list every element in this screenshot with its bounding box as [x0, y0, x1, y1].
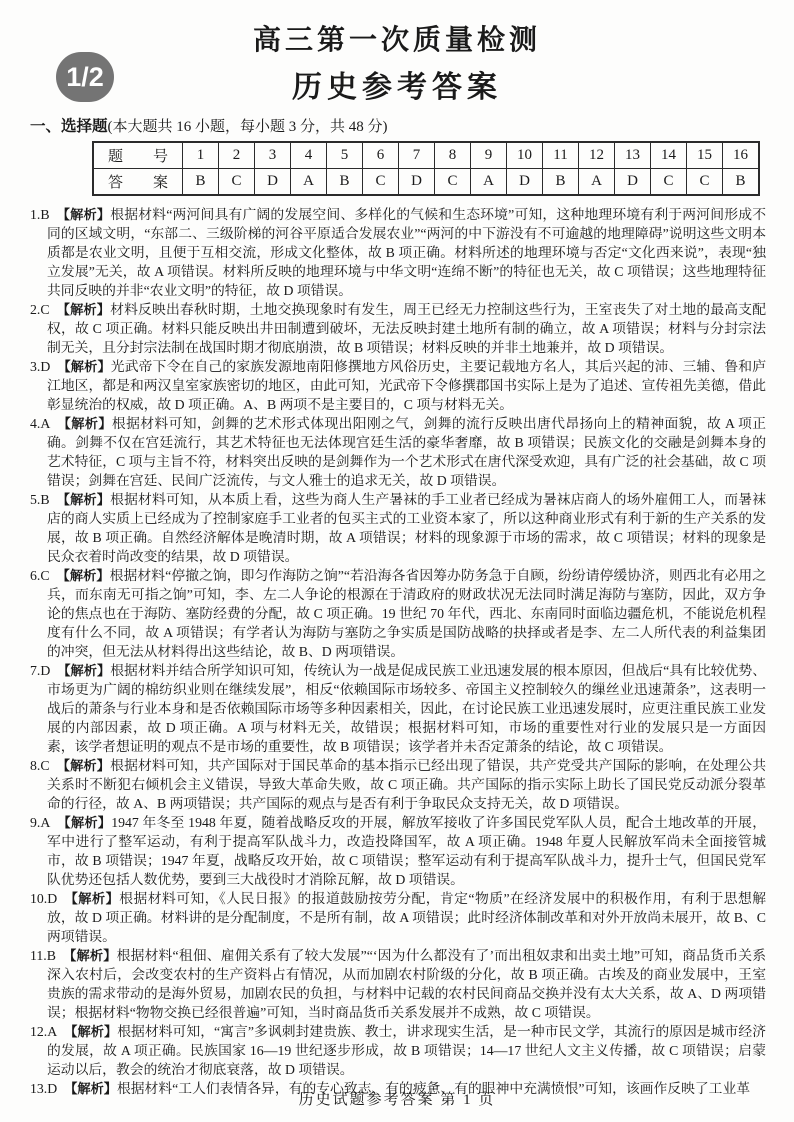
- question-number-cell: 11: [543, 142, 579, 169]
- question-answer-number: 3.D: [30, 359, 51, 374]
- analysis-label: 【解析】: [62, 948, 117, 963]
- answer-sheet-title: 历史参考答案: [292, 71, 502, 104]
- answer-cell: C: [687, 169, 723, 196]
- answer-cell: C: [435, 169, 471, 196]
- analysis-label: 【解析】: [64, 891, 120, 906]
- answer-cell: D: [255, 169, 291, 196]
- question-number-cell: 16: [723, 142, 760, 169]
- explanation-text: 根据材料“两河间具有广阔的发展空间、多样化的气候和生态环境”可知，这种地理环境有利于两河间形成不同的区域文明，“东部二、三级阶梯的河谷平原适合发展农业”“两河的中下游没有不可逾越的地理障碍”说明这些文明本质都是农业文明，且便于互相交流，形成文化整体，故 B 项正确。材料所述的地理环境与否定“文化西来说”，表现“独立发展”无关，故 A 项错误。材料所反映的地理环境与中华文明“连绵不断”的特征也无关，故 C 项错误；这些地理特征共同反映的并非“农业文明”的特征，故 D 项错误。: [47, 207, 767, 298]
- section-heading: [0, 114, 794, 136]
- exam-title: 高三第一次质量检测: [252, 25, 541, 56]
- explanation-text: 根据材料可知，“寓言”多讽刺封建贵族、教士，讲求现实生活，是一种市民文学，其流行的原因是城市经济的发展，故 A 项正确。民族国家 16—19 世纪逐步形成，故 B 项错误；14—17 世纪人文主义传播，故 C 项错误；启蒙运动以后，教会的统治才彻底衰落，故 D 项错误。: [47, 1024, 767, 1077]
- question-number-cell: 9: [471, 142, 507, 169]
- explanation-item: [30, 756, 766, 813]
- question-answer-number: 5.B: [30, 492, 50, 507]
- question-number-cell: 4: [291, 142, 327, 169]
- explanations-list: [0, 203, 794, 1098]
- question-answer-number: 12.A: [30, 1024, 58, 1039]
- explanation-text: 根据材料“租佃、雇佣关系有了较大发展”“‘因为什么都没有了’而出租奴隶和出卖土地”可知，商品货币关系深入农村后，会改变农村的生产资料占有情况，从而加剧农村阶级的分化，故 B 项正确。古埃及的商业发展中，王室贵族的需求带动的是海外贸易，加剧农民的负担，与材料中记载的农村民间商品交换并没有太大关系，故 A、D 两项错误；根据材料“物物交换已经很普遍”可知，当时商品货币关系发展并不成熟，故 C 项错误。: [47, 948, 766, 1020]
- page-footer: 历史试题参考答案 第 1 页: [298, 1092, 496, 1108]
- question-number-cell: 14: [651, 142, 687, 169]
- explanation-item: [30, 300, 766, 357]
- analysis-label: 【解析】: [57, 359, 111, 374]
- question-number-cell: 5: [327, 142, 363, 169]
- answer-table-answer-row: [93, 169, 759, 196]
- question-number-cell: 15: [687, 142, 723, 169]
- answer-cell: B: [543, 169, 579, 196]
- question-number-cell: 2: [219, 142, 255, 169]
- question-number-cell: 3: [255, 142, 291, 169]
- question-number-cell: 10: [507, 142, 543, 169]
- question-number-cell: 12: [579, 142, 615, 169]
- analysis-label: 【解析】: [56, 568, 110, 583]
- answer-cell: D: [615, 169, 651, 196]
- answer-cell: C: [363, 169, 399, 196]
- explanation-item: [30, 357, 766, 414]
- analysis-label: 【解析】: [57, 663, 111, 678]
- question-answer-number: 1.B: [30, 207, 50, 222]
- explanation-item: [30, 889, 766, 946]
- question-number-header: 题 号: [93, 142, 183, 169]
- page-number-badge: 1/2: [56, 52, 114, 102]
- answer-table: [92, 141, 760, 196]
- explanation-text: 根据材料“工人们表情各异，有的专心致志、有的疲惫、有的眼神中充满愤恨”可知，该画作反映了工业革: [116, 1081, 751, 1096]
- analysis-label: 【解析】: [57, 815, 112, 830]
- explanation-text: 根据材料并结合所学知识可知，传统认为一战是促成民族工业迅速发展的根本原因，但战后“具有比较优势、市场更为广阔的棉纺织业则在继续发展”，相反“依赖国际市场较多、帝国主义控制较久的缫丝业迅速萧条”，这表明一战后的萧条与行业本身和是否依赖国际市场等多种因素相关，因此，在讨论民族工业迅速发展时，应更注重民族工业发展的内部因素，故 D 项正确。A 项与材料无关，故错误；根据材料可知，市场的重要性对行业的发展只是一方面因素，该学者想证明的观点不是市场的重要性，故 B 项错误；该学者并未否定萧条的结论，故 C 项错误。: [47, 663, 767, 754]
- section-heading-label: 一、选择题: [30, 118, 108, 135]
- explanation-item: [30, 946, 766, 1022]
- analysis-label: 【解析】: [57, 416, 112, 431]
- explanation-item: [30, 661, 766, 756]
- answer-cell: C: [219, 169, 255, 196]
- explanation-item: [30, 205, 766, 300]
- question-number-cell: 8: [435, 142, 471, 169]
- analysis-label: 【解析】: [56, 758, 111, 773]
- explanation-item: [30, 490, 766, 566]
- question-answer-number: 8.C: [30, 758, 50, 773]
- question-answer-number: 7.D: [30, 663, 51, 678]
- question-answer-number: 11.B: [30, 948, 56, 963]
- explanation-text: 材料反映出春秋时期，土地交换现象时有发生，周王已经无力控制这些行为，王室丧失了对土地的最高支配权，故 C 项正确。材料只能反映出井田制遭到破坏，无法反映封建土地所有制的确立，故 A 项错误；材料与分封宗法制无关，且分封宗法制在战国时期才彻底崩溃，故 B 项错误；材料反映的并非土地兼并，故 D 项错误。: [47, 302, 767, 355]
- question-answer-number: 10.D: [30, 891, 58, 906]
- explanation-text: 根据材料“停撤之饷，即匀作海防之饷”“若沿海各省因筹办防务急于自顾，纷纷请停缓协济，则西北有必用之兵，而东南无可指之饷”可知，李、左二人争论的根源在于清政府的财政状况无法同时满足海防与塞防，因此，双方争论的焦点也在于海防、塞防经费的分配，故 C 项正确。19 世纪 70 年代，西北、东南同时面临边疆危机，不能说危机程度有什么不同，故 A 项错误；有学者认为海防与塞防之争实质是国防战略的抉择或者是李、左二人所代表的利益集团的冲突，但无法从材料得出这些结论，故 B、D 两项错误。: [47, 568, 767, 659]
- explanation-item: [30, 566, 766, 661]
- answer-cell: A: [291, 169, 327, 196]
- question-answer-number: 9.A: [30, 815, 51, 830]
- question-answer-number: 13.D: [30, 1081, 58, 1096]
- question-number-cell: 7: [399, 142, 435, 169]
- section-heading-detail: (本大题共 16 小题，每小题 3 分，共 48 分): [107, 119, 388, 135]
- analysis-label: 【解析】: [56, 492, 111, 507]
- analysis-label: 【解析】: [56, 302, 111, 317]
- answer-cell: A: [471, 169, 507, 196]
- answer-cell: D: [399, 169, 435, 196]
- answer-cell: C: [651, 169, 687, 196]
- question-answer-number: 4.A: [30, 416, 51, 431]
- explanation-item: [30, 414, 766, 490]
- answer-cell: D: [507, 169, 543, 196]
- answer-cell: B: [327, 169, 363, 196]
- explanation-text: 根据材料可知，《人民日报》的报道鼓励按劳分配，肯定“物质”在经济发展中的积极作用，有利于思想解放，故 D 项正确。材料讲的是分配制度，不是所有制，故 A 项错误；此时经济体制改革和对外开放尚未展开，故 B、C 两项错误。: [47, 891, 766, 944]
- explanation-item: [30, 813, 766, 889]
- explanation-text: 根据材料可知，剑舞的艺术形式体现出阳刚之气，剑舞的流行反映出唐代昂扬向上的精神面貌，故 A 项正确。剑舞不仅在宫廷流行，其艺术特征也无法体现宫廷生活的豪华奢靡，故 B 项错误；民族文化的交融是剑舞本身的艺术特征，C 项与主旨不符，材料突出反映的是剑舞作为一个艺术形式在唐代深受欢迎，具有广泛的社会基础，故 C 项错误；剑舞在宫廷、民间广泛流传，与文人雅士的追求无关，故 D 项错误。: [47, 416, 766, 488]
- analysis-label: 【解析】: [64, 1081, 117, 1096]
- answer-cell: A: [579, 169, 615, 196]
- question-answer-number: 2.C: [30, 302, 50, 317]
- analysis-label: 【解析】: [56, 207, 111, 222]
- question-number-cell: 1: [183, 142, 219, 169]
- answer-header: 答 案: [93, 169, 183, 196]
- analysis-label: 【解析】: [64, 1024, 118, 1039]
- answer-cell: B: [723, 169, 760, 196]
- question-number-cell: 6: [363, 142, 399, 169]
- question-number-cell: 13: [615, 142, 651, 169]
- answer-cell: B: [183, 169, 219, 196]
- question-answer-number: 6.C: [30, 568, 50, 583]
- explanation-text: 根据材料可知，从本质上看，这些为商人生产暑袜的手工业者已经成为暑袜店商人的场外雇佣工人，而暑袜店的商人实质上已经成为了控制家庭手工业者的包买主式的工业资本家了，所以这种商业形式有利于新的生产关系的发展，故 B 项正确。自然经济解体是晚清时期，故 A 项错误；材料的现象源于市场的需求，故 C 项错误；材料的现象是民众衣着时尚改变的结果，故 D 项错误。: [47, 492, 767, 564]
- explanation-text: 1947 年冬至 1948 年夏，随着战略反攻的开展，解放军接收了许多国民党军队人员，配合土地改革的开展，军中进行了整军运动，有利于提高军队战斗力，改造投降国军，故 A 项正确。1948 年夏人民解放军尚未全面接管城市，故 B 项错误；1947 年夏，战略反攻开始，故 C 项错误；整军运动有利于提高军队战斗力，提升士气，但国民党军队优势还包括人数优势，要到三大战役时才消除瓦解，故 D 项错误。: [47, 815, 766, 887]
- explanation-text: 光武帝下令在自己的家族发源地南阳修撰地方风俗历史，主要记载地方名人，其后兴起的沛、三辅、鲁和庐江地区，都是和两汉皇室家族密切的地区，由此可知，光武帝下令修撰郡国书实际上是为了追述、宣传祖先美德，借此彰显统治的权威，故 D 项正确。A、B 两项不是主要目的，C 项与材料无关。: [47, 359, 766, 412]
- answer-table-number-row: [93, 142, 759, 169]
- explanation-item: [30, 1022, 766, 1079]
- explanation-text: 根据材料可知，共产国际对于国民革命的基本指示已经出现了错误，共产党受共产国际的影响，在处理公共关系时不断犯右倾机会主义错误，导致大革命失败，故 C 项正确。共产国际的指示实际上助长了国民党反动派分裂革命的行径，故 A、B 两项错误；共产国际的观点与是否有利于争取民众支持无关，故 D 项错误。: [47, 758, 767, 811]
